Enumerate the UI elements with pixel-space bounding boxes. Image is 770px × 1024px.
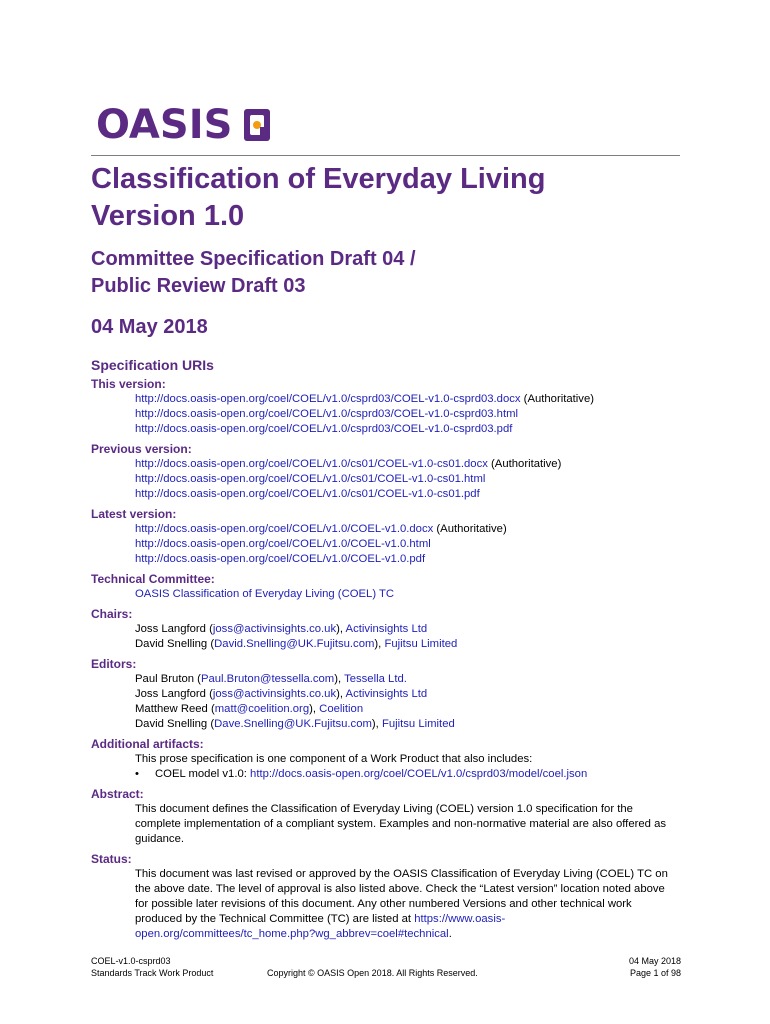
email-link[interactable]: joss@activinsights.co.uk <box>212 623 337 635</box>
uri-row <box>91 422 691 437</box>
subtitle-line: Committee Specification Draft 04 / <box>91 248 416 270</box>
technical-committee-label: Technical Committee: <box>91 572 215 586</box>
org-link[interactable]: Fujitsu Limited <box>381 718 455 730</box>
org-link[interactable]: Activinsights Ltd <box>345 623 428 635</box>
editors-label: Editors: <box>91 657 137 671</box>
email-link[interactable]: matt@coelition.org <box>214 703 310 715</box>
spec-uris-heading: Specification URIs <box>91 357 214 373</box>
person-row: Matthew Reed (matt@coelition.org), Coelition <box>135 703 364 715</box>
logo-text: OASIS <box>96 102 233 148</box>
title-line: Version 1.0 <box>91 200 245 232</box>
uri-link[interactable]: http://docs.oasis-open.org/coel/COEL/v1.0/csprd03/COEL-v1.0-csprd03.html <box>135 408 519 420</box>
committee-row <box>91 587 691 602</box>
uri-row <box>91 552 691 567</box>
uri-row <box>91 472 691 487</box>
uri-row <box>91 537 691 552</box>
uri-link[interactable]: http://docs.oasis-open.org/coel/COEL/v1.0/cs01/COEL-v1.0-cs01.pdf <box>135 488 480 500</box>
this-version-label: This version: <box>91 377 166 391</box>
oasis-mark-icon <box>242 107 274 143</box>
oasis-logo <box>96 104 274 146</box>
uri-row: http://docs.oasis-open.org/coel/COEL/v1.0/COEL-v1.0.docx (Authoritative) <box>135 523 507 535</box>
status-label: Status: <box>91 852 132 866</box>
org-link[interactable]: Fujitsu Limited <box>384 638 458 650</box>
title-line: Classification of Everyday Living <box>91 163 546 195</box>
uri-link[interactable]: http://docs.oasis-open.org/coel/COEL/v1.0/csprd03/COEL-v1.0-csprd03.docx <box>135 393 521 405</box>
uri-link[interactable]: http://docs.oasis-open.org/coel/COEL/v1.0/COEL-v1.0.html <box>135 538 431 550</box>
footer-track: Standards Track Work Product <box>91 968 214 978</box>
document-date: 04 May 2018 <box>91 316 208 338</box>
footer-date: 04 May 2018 <box>628 956 681 966</box>
person-row: David Snelling (Dave.Snelling@UK.Fujitsu.com), Fujitsu Limited <box>135 718 455 730</box>
uri-row: http://docs.oasis-open.org/coel/COEL/v1.0/csprd03/COEL-v1.0-csprd03.docx (Authoritative) <box>135 393 595 405</box>
subtitle-line: Public Review Draft 03 <box>91 275 306 297</box>
document-title <box>91 161 681 235</box>
uri-row <box>91 407 691 422</box>
org-link[interactable]: Activinsights Ltd <box>345 688 428 700</box>
title-divider <box>91 155 680 156</box>
person-row: Joss Langford (joss@activinsights.co.uk), Activinsights Ltd <box>135 623 428 635</box>
uri-link[interactable]: http://docs.oasis-open.org/coel/COEL/v1.0/csprd03/COEL-v1.0-csprd03.pdf <box>135 423 513 435</box>
email-link[interactable]: joss@activinsights.co.uk <box>212 688 337 700</box>
bullet-icon: • <box>135 768 139 780</box>
chairs-label: Chairs: <box>91 607 133 621</box>
committee-link[interactable]: OASIS Classification of Everyday Living (COEL) TC <box>135 588 395 600</box>
document-stage <box>91 246 681 300</box>
uri-row <box>91 487 691 502</box>
uri-link[interactable]: http://docs.oasis-open.org/coel/COEL/v1.0/COEL-v1.0.pdf <box>135 553 426 565</box>
abstract-text: This document defines the Classification of Everyday Living (COEL) version 1.0 specification for the complete implementation of a compliant system. Examples and non-normative material are also offered as guidance. <box>135 803 667 845</box>
footer-page-number: Page 1 of 98 <box>629 968 681 978</box>
email-link[interactable]: Paul.Bruton@tessella.com <box>200 673 335 685</box>
email-link[interactable]: Dave.Snelling@UK.Fujitsu.com <box>214 718 372 730</box>
front-matter <box>91 356 691 942</box>
uri-link[interactable]: http://docs.oasis-open.org/coel/COEL/v1.0/COEL-v1.0.docx <box>135 523 434 535</box>
uri-link[interactable]: http://docs.oasis-open.org/coel/COEL/v1.0/cs01/COEL-v1.0-cs01.html <box>135 473 486 485</box>
footer-copyright: Copyright © OASIS Open 2018. All Rights Reserved. <box>267 968 478 978</box>
org-link[interactable]: Tessella Ltd. <box>344 673 407 685</box>
person-row: Paul Bruton (Paul.Bruton@tessella.com), Tessella Ltd. <box>135 673 407 685</box>
abstract-label: Abstract: <box>91 787 144 801</box>
footer-left <box>91 955 213 979</box>
latest-version-label: Latest version: <box>91 507 177 521</box>
tc-page-link[interactable]: https://www.oasis-open.org/committees/tc_home.php?wg_abbrev=coel#technical <box>135 913 506 940</box>
footer-right <box>629 955 681 979</box>
additional-artifacts-label: Additional artifacts: <box>91 737 204 751</box>
status-text: This document was last revised or approved by the OASIS Classification of Everyday Living (COEL) TC on the above date. The level of approval is also listed above. Check the “Latest version” location noted above for possible later revisions of this document. Any other numbered Versions and other technical work produced by the Technical Committee (TC) are listed at https://www.oasis-open.org/committees/tc_home.php?wg_abbrev=coel#technical. <box>135 868 668 940</box>
email-link[interactable]: David.Snelling@UK.Fujitsu.com <box>214 638 375 650</box>
person-row: Joss Langford (joss@activinsights.co.uk), Activinsights Ltd <box>135 688 428 700</box>
org-link[interactable]: Coelition <box>319 703 364 715</box>
previous-version-label: Previous version: <box>91 442 192 456</box>
artifact-item: • COEL model v1.0: http://docs.oasis-open.org/coel/COEL/v1.0/csprd03/model/coel.json <box>135 768 588 780</box>
model-link[interactable]: http://docs.oasis-open.org/coel/COEL/v1.0/csprd03/model/coel.json <box>250 768 588 780</box>
uri-link[interactable]: http://docs.oasis-open.org/coel/COEL/v1.0/cs01/COEL-v1.0-cs01.docx <box>135 458 488 470</box>
footer-doc-id: COEL-v1.0-csprd03 <box>91 956 171 966</box>
artifacts-intro: This prose specification is one component of a Work Product that also includes: <box>135 753 533 765</box>
person-row: David Snelling (David.Snelling@UK.Fujitsu.com), Fujitsu Limited <box>135 638 458 650</box>
uri-row: http://docs.oasis-open.org/coel/COEL/v1.0/cs01/COEL-v1.0-cs01.docx (Authoritative) <box>135 458 562 470</box>
